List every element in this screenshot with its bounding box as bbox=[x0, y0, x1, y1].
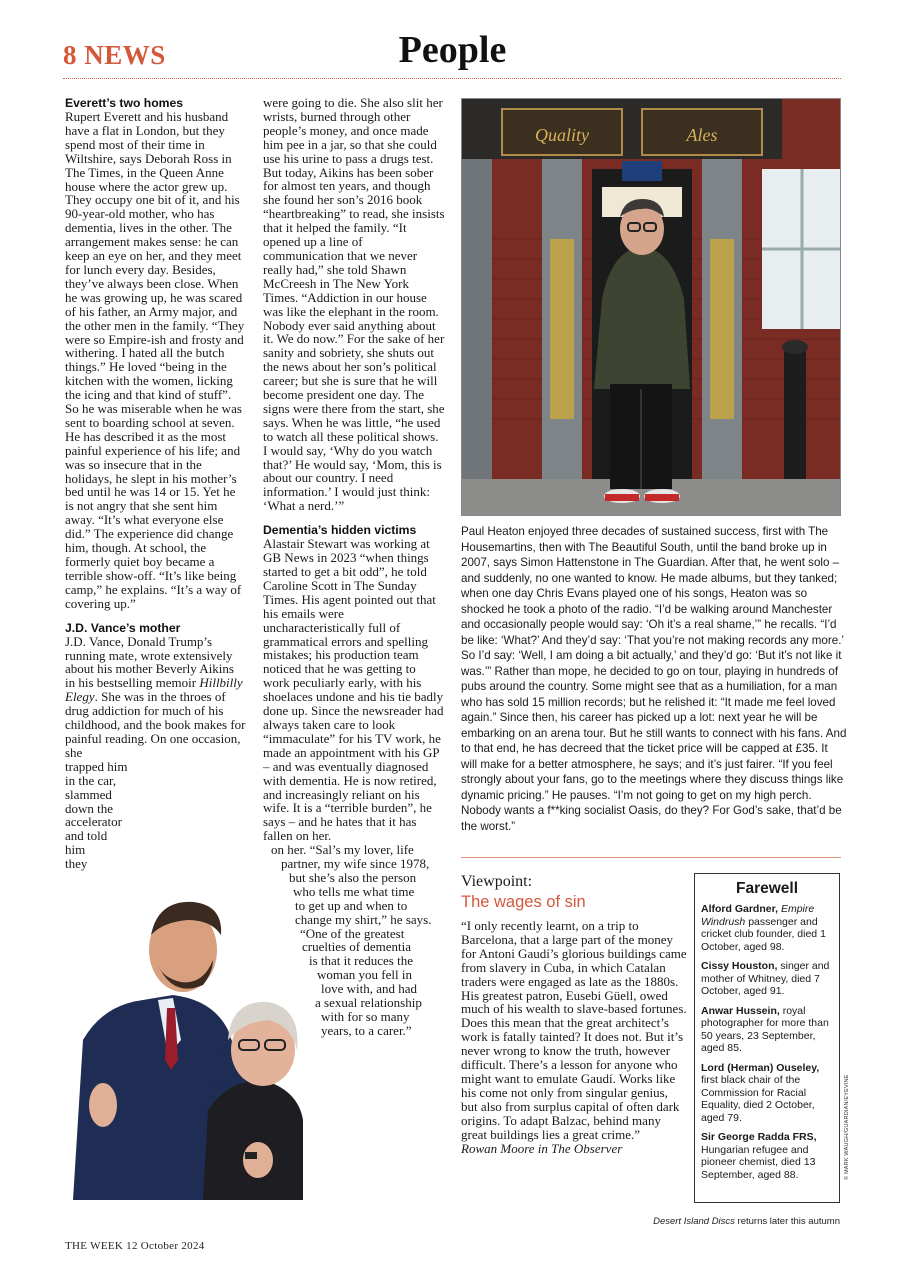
column-one bbox=[65, 96, 247, 871]
farewell-item bbox=[701, 960, 833, 998]
wrap-line: years, to a carer.” bbox=[321, 1022, 412, 1038]
wrap-line: “One of the greatest bbox=[300, 925, 405, 941]
dementia-heading: Dementia’s hidden victims bbox=[263, 523, 417, 538]
farewell-title: Farewell bbox=[735, 880, 799, 897]
wrap-line: slammed bbox=[65, 786, 112, 802]
wrap-line: to get up and when to bbox=[295, 897, 408, 913]
farewell-item bbox=[701, 1062, 833, 1125]
photo-credit-text: © MARK WAUGH/GUARDIAN/EYEVINE bbox=[844, 1074, 850, 1180]
wrap-line: and told bbox=[65, 828, 108, 844]
vance-book-title: Hillbilly Elegy bbox=[65, 675, 243, 705]
farewell-box bbox=[694, 873, 840, 1203]
wrap-line: who tells me what time bbox=[293, 883, 415, 899]
viewpoint-title: The wages of sin bbox=[461, 893, 586, 911]
farewell-item bbox=[701, 1005, 833, 1055]
wrap-line: trapped him bbox=[65, 758, 128, 774]
farewell-item bbox=[701, 903, 833, 953]
desert-island-discs-note bbox=[600, 1216, 840, 1227]
page-footer: THE WEEK 12 October 2024 bbox=[65, 1240, 205, 1252]
vance-wrap-lines bbox=[65, 760, 247, 871]
wrap-line: him bbox=[65, 842, 86, 858]
farewell-name: Sir George Radda FRS, bbox=[701, 1131, 817, 1143]
pub-doorway-image bbox=[462, 99, 841, 516]
farewell-detail: first black chair of the Commission for Racial Equality, died 2 October, aged 79. bbox=[701, 1074, 815, 1124]
wrap-line: but she’s also the person bbox=[289, 869, 417, 885]
vance-continued: were going to die. She also slit her wrists, burned through other people’s money, and once made him pee in a jar, so that she could use his urine to pass a drugs test. But today, Aikins has been sober for almost ten years, and though she found her son’s 2016 book “heartbreaking” to read, she insists that it helped the family. “It opened up a line of communication that we never really had,” she told Shawn McCreesh in The New York Times. “Addiction in our house was like the elephant in the room. Nobody ever said anything about it. We do now.” For the sake of her sanity and sobriety, she shuts out the news about her son’s political career; but she is sure that he will become president one day. The signs were there from the start, she says. When he was little, “he used to watch all these political shows. I would say, ‘Why do you watch that?’ He would say, ‘Mom, this is about our country. I need information.’ I would just think: ‘What a nerd.’” bbox=[263, 95, 445, 514]
dia-note-rest: returns later this autumn bbox=[734, 1216, 840, 1227]
farewell-detail: royal photographer for more than 50 years, 23 September, aged 85. bbox=[701, 1004, 829, 1054]
farewell-name: Lord (Herman) Ouseley, bbox=[701, 1061, 820, 1074]
wrap-line: in the car, bbox=[65, 772, 117, 788]
ales-sign-text: Ales bbox=[686, 125, 718, 145]
caption-divider bbox=[461, 857, 841, 858]
viewpoint-body: “I only recently learnt, on a trip to Barcelona, that a large part of the money for Antoni Gaudí’s glorious buildings came from slavery in Cuba, in which Catalan traders were engaged as late as the 1880s. His greatest patron, Eusebi Güell, owed much of his wealth to slave-based fortunes. Does this mean that the great architect’s work is fatally tainted? It does not. But it’s never wrong to know the truth, however difficult. There’s a lesson for anyone who might want to emulate Gaudí. Works like his come not only from singular genius, but also from surplus capital of often dark origins. To adapt Balzac, behind many great buildings lies a great crime.” bbox=[461, 918, 687, 1142]
everett-heading: Everett’s two homes bbox=[65, 96, 184, 110]
section-label: 8 NEWS bbox=[63, 40, 166, 70]
viewpoint-body-block bbox=[461, 919, 687, 1155]
farewell-detail: singer and mother of Whitney, died 7 October, aged 91. bbox=[701, 960, 830, 997]
wrap-line: change my shirt,” he says. bbox=[295, 911, 432, 927]
photo-credit bbox=[838, 1074, 850, 1180]
farewell-name: Alford Gardner, bbox=[701, 903, 779, 915]
farewell-detail: Hungarian refugee and pioneer chemist, died 13 September, aged 88. bbox=[701, 1143, 816, 1181]
heaton-caption: Paul Heaton enjoyed three decades of sustained success, first with The Housemartins, then with The Beautiful South, until the band broke up in 2007, says Simon Hattenstone in The Guardian. After that, he went solo – and suddenly, no one wanted to know. He made albums, but they tanked; when one day Chris Evans played one of his songs, Heaton was so shocked he took a photo of the radio. “I’d be walking around Manchester and occasionally people would say: ‘Oh it’s a real shame,’” he recalls. “I’d be like: ‘What?’ And they’d say: ‘That you’re not making records any more.’ So I’d say: ‘Well, I am doing a bit actually,’ and they’d go: ‘But it’s not like it was.’” Rather than mope, he decided to go on tour, playing in hundreds of pubs around the country. Some might see that as a humiliation, for a man who has sold 15 million records; but he relished it: “It made me feel loved again.” Since then, his career has picked up a lot: next year he will be embarking on an arena tour. But he still wants to connect with his fans. And to that end, he has decreed that the ticket price will be capped at £35. It will make for a better atmosphere, he says; and it’s just fairer. “If you feel strongly about your fans, go to the meetings where they discuss things like dynamic pricing.” He pauses. “I’m not going to get on my high perch. Nobody wants a f**king socialist Oasis, do they? For God’s sake, that’d be the worst.” bbox=[461, 525, 847, 833]
farewell-name: Cissy Houston, bbox=[701, 960, 778, 972]
quality-sign-text: Quality bbox=[535, 125, 589, 145]
wrap-line: love with, and had bbox=[321, 981, 418, 997]
dia-note-title: Desert Island Discs bbox=[653, 1216, 735, 1227]
vance-heading: J.D. Vance’s mother bbox=[65, 620, 181, 635]
farewell-name: Anwar Hussein, bbox=[701, 1004, 780, 1017]
wrap-line: down the bbox=[65, 800, 114, 816]
vance-body-start: J.D. Vance, Donald Trump’s running mate, wrote extensively about his mother Beverly Aikins in his bestselling memoir bbox=[65, 633, 234, 691]
wrap-line: partner, my wife since 1978, bbox=[281, 856, 430, 872]
everett-body: Rupert Everett and his husband have a flat in London, but they spend most of their time in Wiltshire, says Deborah Ross in The Times, in the Queen Anne house where the actor grew up. They occupy one bit of it, and his 90-year-old mother, who has dementia, lives in the other. The arrangement makes sense: he can keep an eye on her, and they meet for lunch every day. Besides, they’ve always been close. When he was growing up, he was scared of his father, an Army major, and the other men in the family. “They were so Empire-ish and frosty and withering. I hated all the butch things.” He loved “being in the kitchen with the women, licking the icing and that kind of stuff”. So he was miserable when he was sent to boarding school at seven. He has described it as the most painful experience of his life; and was so insecure that in the holidays, he slept in his mother’s bed until he was 14 or 15. Yet he is not angry that she sent him away. “It’s what everyone else did.” The experience did change him, though. At school, the formerly quiet boy became a terrible show-off. “It’s like being camp,” he explains. “It’s a way of covering up.” bbox=[65, 109, 245, 611]
wrap-line: a sexual relationship bbox=[315, 995, 422, 1011]
farewell-item bbox=[701, 1131, 833, 1181]
wrap-line: is that it reduces the bbox=[309, 953, 413, 969]
header-divider bbox=[63, 78, 841, 79]
wrap-line: accelerator bbox=[65, 814, 123, 830]
viewpoint-byline: Rowan Moore in The Observer bbox=[461, 1140, 623, 1156]
dementia-body: Alastair Stewart was working at GB News in 2023 “when things started to get a bit odd”, he told Caroline Scott in The Sunday Times. His agent pointed out that his emails were uncharacteristically full of grammatical errors and spelling mistakes; his production team noticed that he was getting to work peculiarly early, with his shoelaces undone and his tie badly done up. Since the newsreader had always taken care to look “immaculate” for his TV work, he made an appointment with his GP – and was eventually diagnosed with dementia. He is now retired, and increasingly reliant on his wife. It is a “terrible burden”, he says – and he hates that it has fallen on her. bbox=[263, 536, 444, 844]
wrap-line: with for so many bbox=[321, 1009, 410, 1024]
viewpoint-label: Viewpoint: bbox=[461, 873, 533, 890]
wrap-line: woman you fell in bbox=[317, 967, 412, 983]
wrap-line: they bbox=[65, 856, 88, 872]
vance-mother-photo bbox=[63, 890, 303, 1200]
wrap-line: cruelties of dementia bbox=[302, 939, 412, 955]
vance-body-end: . She was in the throes of drug addiction for much of his childhood, and the book makes for painful reading. On one occasion, she bbox=[65, 689, 246, 760]
farewell-italic: Empire Windrush bbox=[701, 903, 815, 928]
page-title: People bbox=[398, 29, 507, 71]
farewell-detail: passenger and cricket club founder, died 1 October, aged 98. bbox=[701, 915, 826, 953]
vance-body bbox=[65, 635, 247, 760]
heaton-photo bbox=[461, 98, 841, 516]
wrap-line: on her. “Sal’s my lover, life bbox=[271, 842, 414, 858]
